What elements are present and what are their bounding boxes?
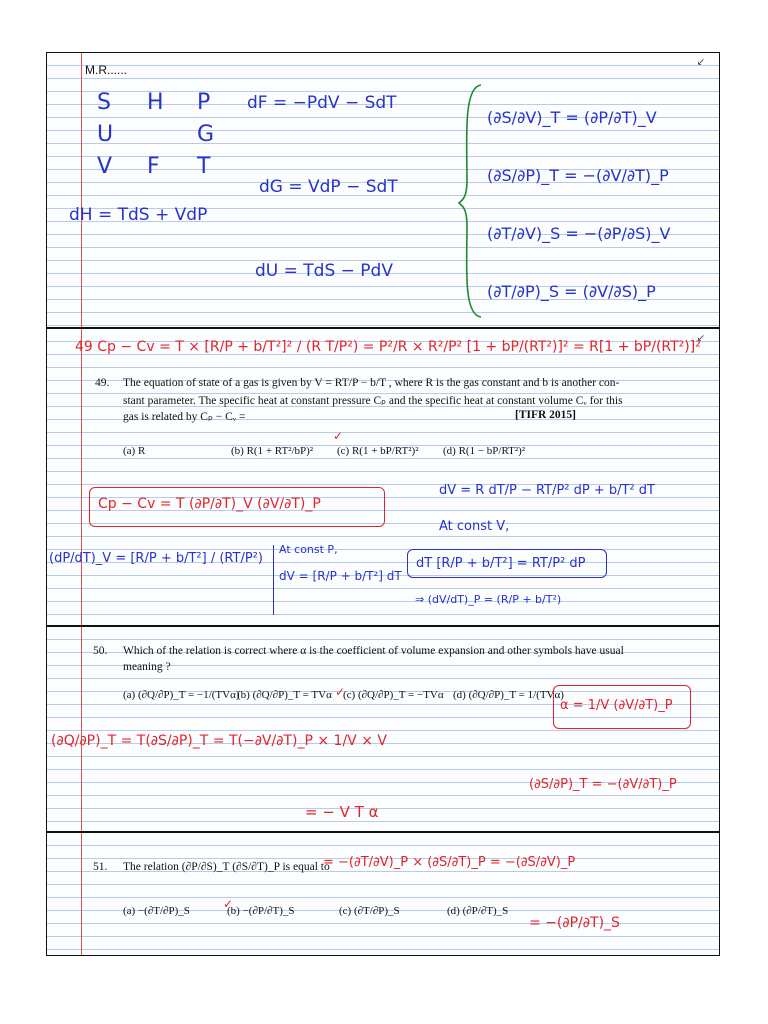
option-c: (c) (∂T/∂P)_S (339, 905, 400, 917)
option-d: (d) (∂Q/∂P)_T = 1/(TVα) (453, 689, 564, 701)
question-text: stant parameter. The specific heat at constant pressure Cₚ and the specific heat at constant volume Cᵥ for this (123, 395, 623, 407)
question-text: gas is related by Cₚ − Cᵥ = (123, 411, 246, 423)
alpha-definition-box: α = 1/V (∂V/∂T)_P (553, 685, 691, 729)
solution-work-top: 49 Cp − Cv = T × [R/P + b/T²]² / (R T/P²) = P²/R × R²/P² [1 + bP/(RT²)]² = R[1 + bP/(RT²)]² (75, 339, 701, 355)
check-mark: ✓ (333, 429, 344, 443)
option-c: (c) R(1 + bP/RT²)² (337, 445, 419, 457)
maxwell-relation: (∂S/∂V)_T = (∂P/∂T)_V (487, 108, 657, 127)
work-relation: (∂S/∂P)_T = −(∂V/∂T)_P (529, 777, 677, 792)
maxwell-relation: (∂T/∂V)_S = −(∂P/∂S)_V (487, 224, 671, 243)
option-a: (a) (∂Q/∂P)_T = −1/(TVα) (123, 689, 240, 701)
option-b: (b) R(1 + RT²/bP)² (231, 445, 314, 457)
corner-mark: ↙ (696, 57, 705, 68)
check-mark: ✓ (223, 897, 234, 911)
corner-mark: ↙ (696, 333, 705, 344)
work-line: = −(∂T/∂V)_P × (∂S/∂T)_P = −(∂S/∂V)_P (323, 855, 576, 870)
work-note: At const P, (279, 543, 338, 556)
thermo-square: S H P U G V F T (97, 90, 215, 179)
question-source: [TIFR 2015] (515, 409, 577, 421)
work-note: At const V, (439, 519, 510, 534)
work-result: = − V T α (305, 803, 379, 821)
green-brace (457, 81, 487, 321)
option-c: (c) (∂Q/∂P)_T = −TVα (343, 689, 444, 701)
question-text: Which of the relation is correct where α is the coefficient of volume expansion and other symbols have usual (123, 645, 624, 657)
question-number: 49. (95, 377, 110, 389)
margin-line (81, 53, 82, 327)
eq-dH: dH = TdS + VdP (69, 205, 208, 225)
maxwell-relations (487, 89, 670, 321)
option-a: (a) −(∂T/∂P)_S (123, 905, 190, 917)
option-d: (d) R(1 − bP/RT²)² (443, 445, 526, 457)
option-a: (a) R (123, 445, 146, 457)
work-boxed: dT [R/P + b/T²] = RT/P² dP (407, 549, 607, 578)
boxed-formula: Cp − Cv = T (∂P/∂T)_V (∂V/∂T)_P (89, 487, 385, 527)
question-text: meaning ? (123, 661, 171, 673)
eq-dF: dF = −PdV − SdT (247, 93, 397, 113)
work-brace (273, 545, 274, 615)
option-d: (d) (∂P/∂T)_S (447, 905, 509, 917)
question-49-panel (46, 328, 720, 626)
margin-line (81, 627, 82, 831)
question-text: The relation (∂P/∂S)_T (∂S/∂T)_P is equal to (123, 861, 330, 873)
question-number: 51. (93, 861, 108, 873)
question-number: 50. (93, 645, 108, 657)
notes-panel-maxwell (46, 52, 720, 328)
maxwell-relation: (∂S/∂P)_T = −(∂V/∂T)_P (487, 166, 669, 185)
margin-line (81, 329, 82, 625)
question-51-panel (46, 832, 720, 956)
work-differential: dV = R dT/P − RT/P² dP + b/T² dT (439, 483, 655, 498)
question-50-panel (46, 626, 720, 832)
work-result: ⇒ (dV/dT)_P = (R/P + b/T²) (415, 593, 562, 606)
header-text: M.R...... (85, 63, 127, 77)
check-mark: ✓ (335, 685, 346, 699)
maxwell-relation: (∂T/∂P)_S = (∂V/∂S)_P (487, 282, 656, 301)
eq-dG: dG = VdP − SdT (259, 177, 398, 197)
work-result: = −(∂P/∂T)_S (529, 915, 620, 931)
question-text: The equation of state of a gas is given by V = RT/P − b/T , where R is the gas constant and b is another con- (123, 377, 620, 389)
work-mid: dV = [R/P + b/T²] dT (279, 569, 402, 583)
option-b: (b) (∂Q/∂P)_T = TVα (237, 689, 332, 701)
margin-line (81, 833, 82, 955)
eq-dU: dU = TdS − PdV (255, 261, 393, 281)
work-line: (∂Q/∂P)_T = T(∂S/∂P)_T = T(−∂V/∂T)_P × 1/V × V (51, 733, 387, 749)
option-b: (b) −(∂P/∂T)_S (227, 905, 295, 917)
work-left: (dP/dT)_V = [R/P + b/T²] / (RT/P²) (49, 551, 263, 566)
